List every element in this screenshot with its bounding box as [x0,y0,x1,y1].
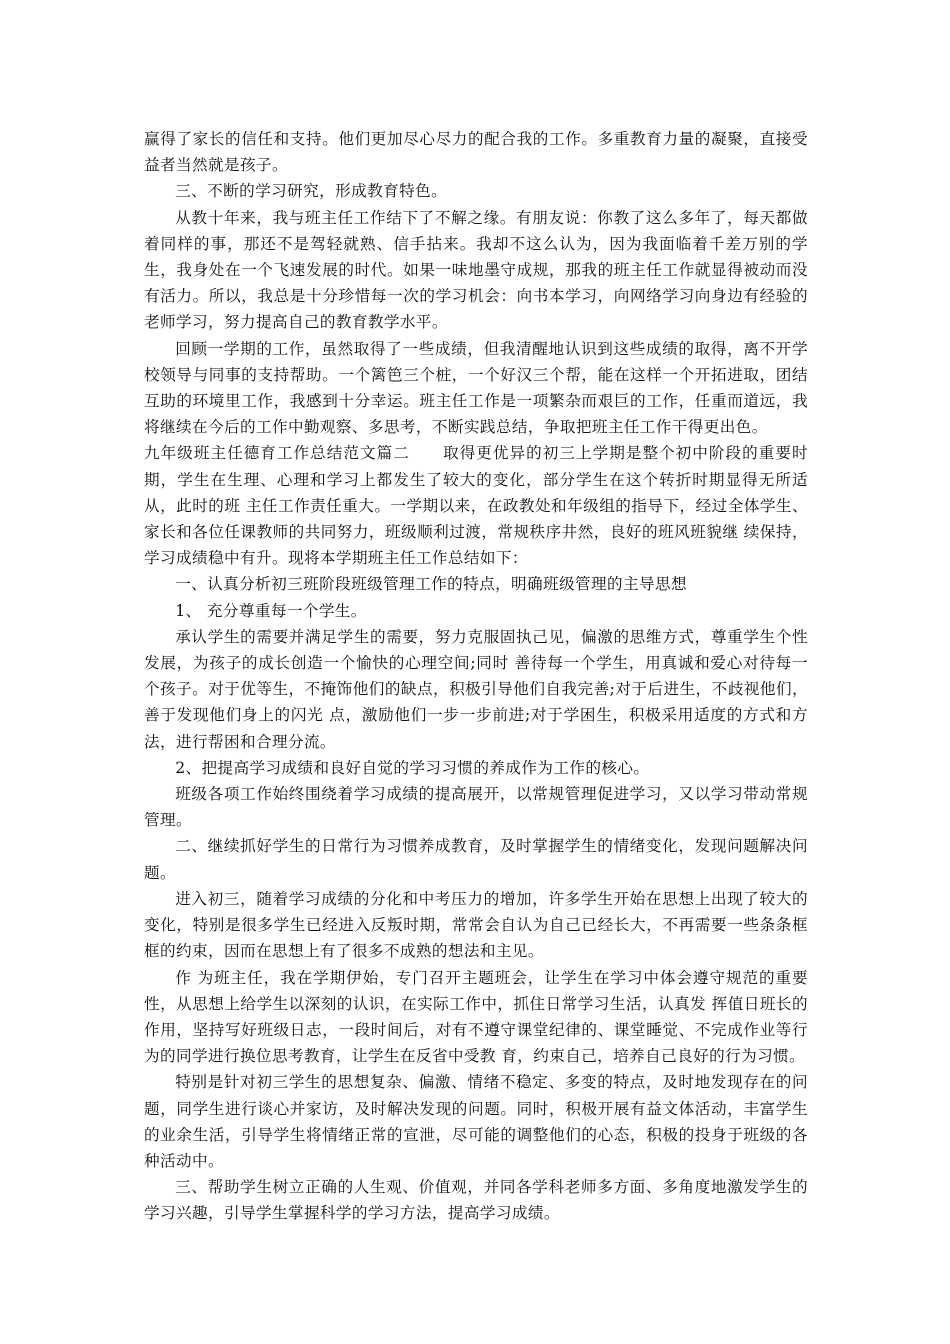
document-body [144,126,808,1227]
paragraph: 回顾一学期的工作，虽然取得了一些成绩，但我清醒地认识到这些成绩的取得，离不开学校领导与同事的支持帮助。一个篱笆三个桩，一个好汉三个帮，能在这样一个开拓进取，团结互助的环境里工作，我感到十分幸运。班主任工作是一项繁杂而艰巨的工作，任重而道远，我将继续在今后的工作中勤观察、多思考，不断实践总结，争取把班主任工作干得更出色。 [144,339,808,437]
subsection-heading: 2、把提高学习成绩和良好自觉的学习习惯的养成作为工作的核心。 [175,758,650,777]
section-heading: 三、帮助学生树立正确的人生观、价值观，并同各学科老师多方面、多角度地激发学生的学习兴趣，引导学生掌握科学的学习方法，提高学习成绩。 [144,1178,808,1223]
section-heading: 二、继续抓好学生的日常行为习惯养成教育，及时掌握学生的情绪变化，发现问题解决问题。 [144,837,808,882]
paragraph: 承认学生的需要并满足学生的需要，努力克服固执己见，偏激的思维方式，尊重学生个性发展，为孩子的成长创造一个愉快的心理空间;同时 善待每一个学生，用真诚和爱心对待每一个孩子。对于优等生，不掩饰他们的缺点，积极引导他们自我完善;对于后进生，不歧视他们，善于发现他们身上的闪光 点，激励他们一步一步前进;对于学困生，积极采用适度的方式和方法，进行帮困和合理分流。 [144,627,808,751]
paragraph: 进入初三，随着学习成绩的分化和中考压力的增加，许多学生开始在思想上出现了较大的变化，特别是很多学生已经进入反叛时期，常常会自认为自己已经长大，不再需要一些条条框框的约束，因而在思想上有了很多不成熟的想法和主见。 [144,889,808,961]
paragraph: 作 为班主任，我在学期伊始，专门召开主题班会，让学生在学习中体会遵守规范的重要性，从思想上给学生以深刻的认识，在实际工作中，抓住日常学习生活，认真发 挥值日班长的作用，坚持写好班级日志，一段时间后，对有不遵守课堂纪律的、课堂睡觉、不完成作业等行为的同学进行换位思考教育，让学生在反省中受教 育，约束自己，培养自己良好的行为习惯。 [144,968,808,1066]
section-heading: 一、认真分析初三班阶段班级管理工作的特点，明确班级管理的主导思想 [175,575,687,594]
paragraph: 从教十年来，我与班主任工作结下了不解之缘。有朋友说：你教了这么多年了，每天都做着同样的事，那还不是驾轻就熟、信手拈来。我却不这么认为，因为我面临着千差万别的学生，我身处在一个飞速发展的时代。如果一味地墨守成规，那我的班主任工作就显得被动而没有活力。所以，我总是十分珍惜每一次的学习机会：向书本学习，向网络学习向身边有经验的老师学习，努力提高自己的教育教学水平。 [144,208,808,332]
section-heading: 三、不断的学习研究，形成教育特色。 [175,182,448,201]
subsection-heading: 1、 充分尊重每一个学生。 [175,601,367,620]
article-title-paragraph: 九年级班主任德育工作总结范文篇二 取得更优异的初三上学期是整个初中阶段的重要时期，学生在生理、心理和学习上都发生了较大的变化，部分学生在这个转折时期显得无所适从，此时的班 主任工作责任重大。一学期以来，在政教处和年级组的指导下，经过全体学生、家长和各位任课教师的共同努力，班级顺利过渡，常规秩序井然，良好的班风班貌继 续保持，学习成绩稳中有升。现将本学期班主任工作总结如下： [144,444,808,568]
paragraph: 特别是针对初三学生的思想复杂、偏激、情绪不稳定、多变的特点，及时地发现存在的问题，同学生进行谈心并家访，及时解决发现的问题。同时，积极开展有益文体活动，丰富学生的业余生活，引导学生将情绪正常的宣泄，尽可能的调整他们的心态，积极的投身于班级的各种活动中。 [144,1073,808,1170]
paragraph: 班级各项工作始终围绕着学习成绩的提高展开，以常规管理促进学习，又以学习带动常规管理。 [144,785,808,830]
paragraph: 赢得了家长的信任和支持。他们更加尽心尽力的配合我的工作。多重教育力量的凝聚，直接受益者当然就是孩子。 [144,130,808,175]
